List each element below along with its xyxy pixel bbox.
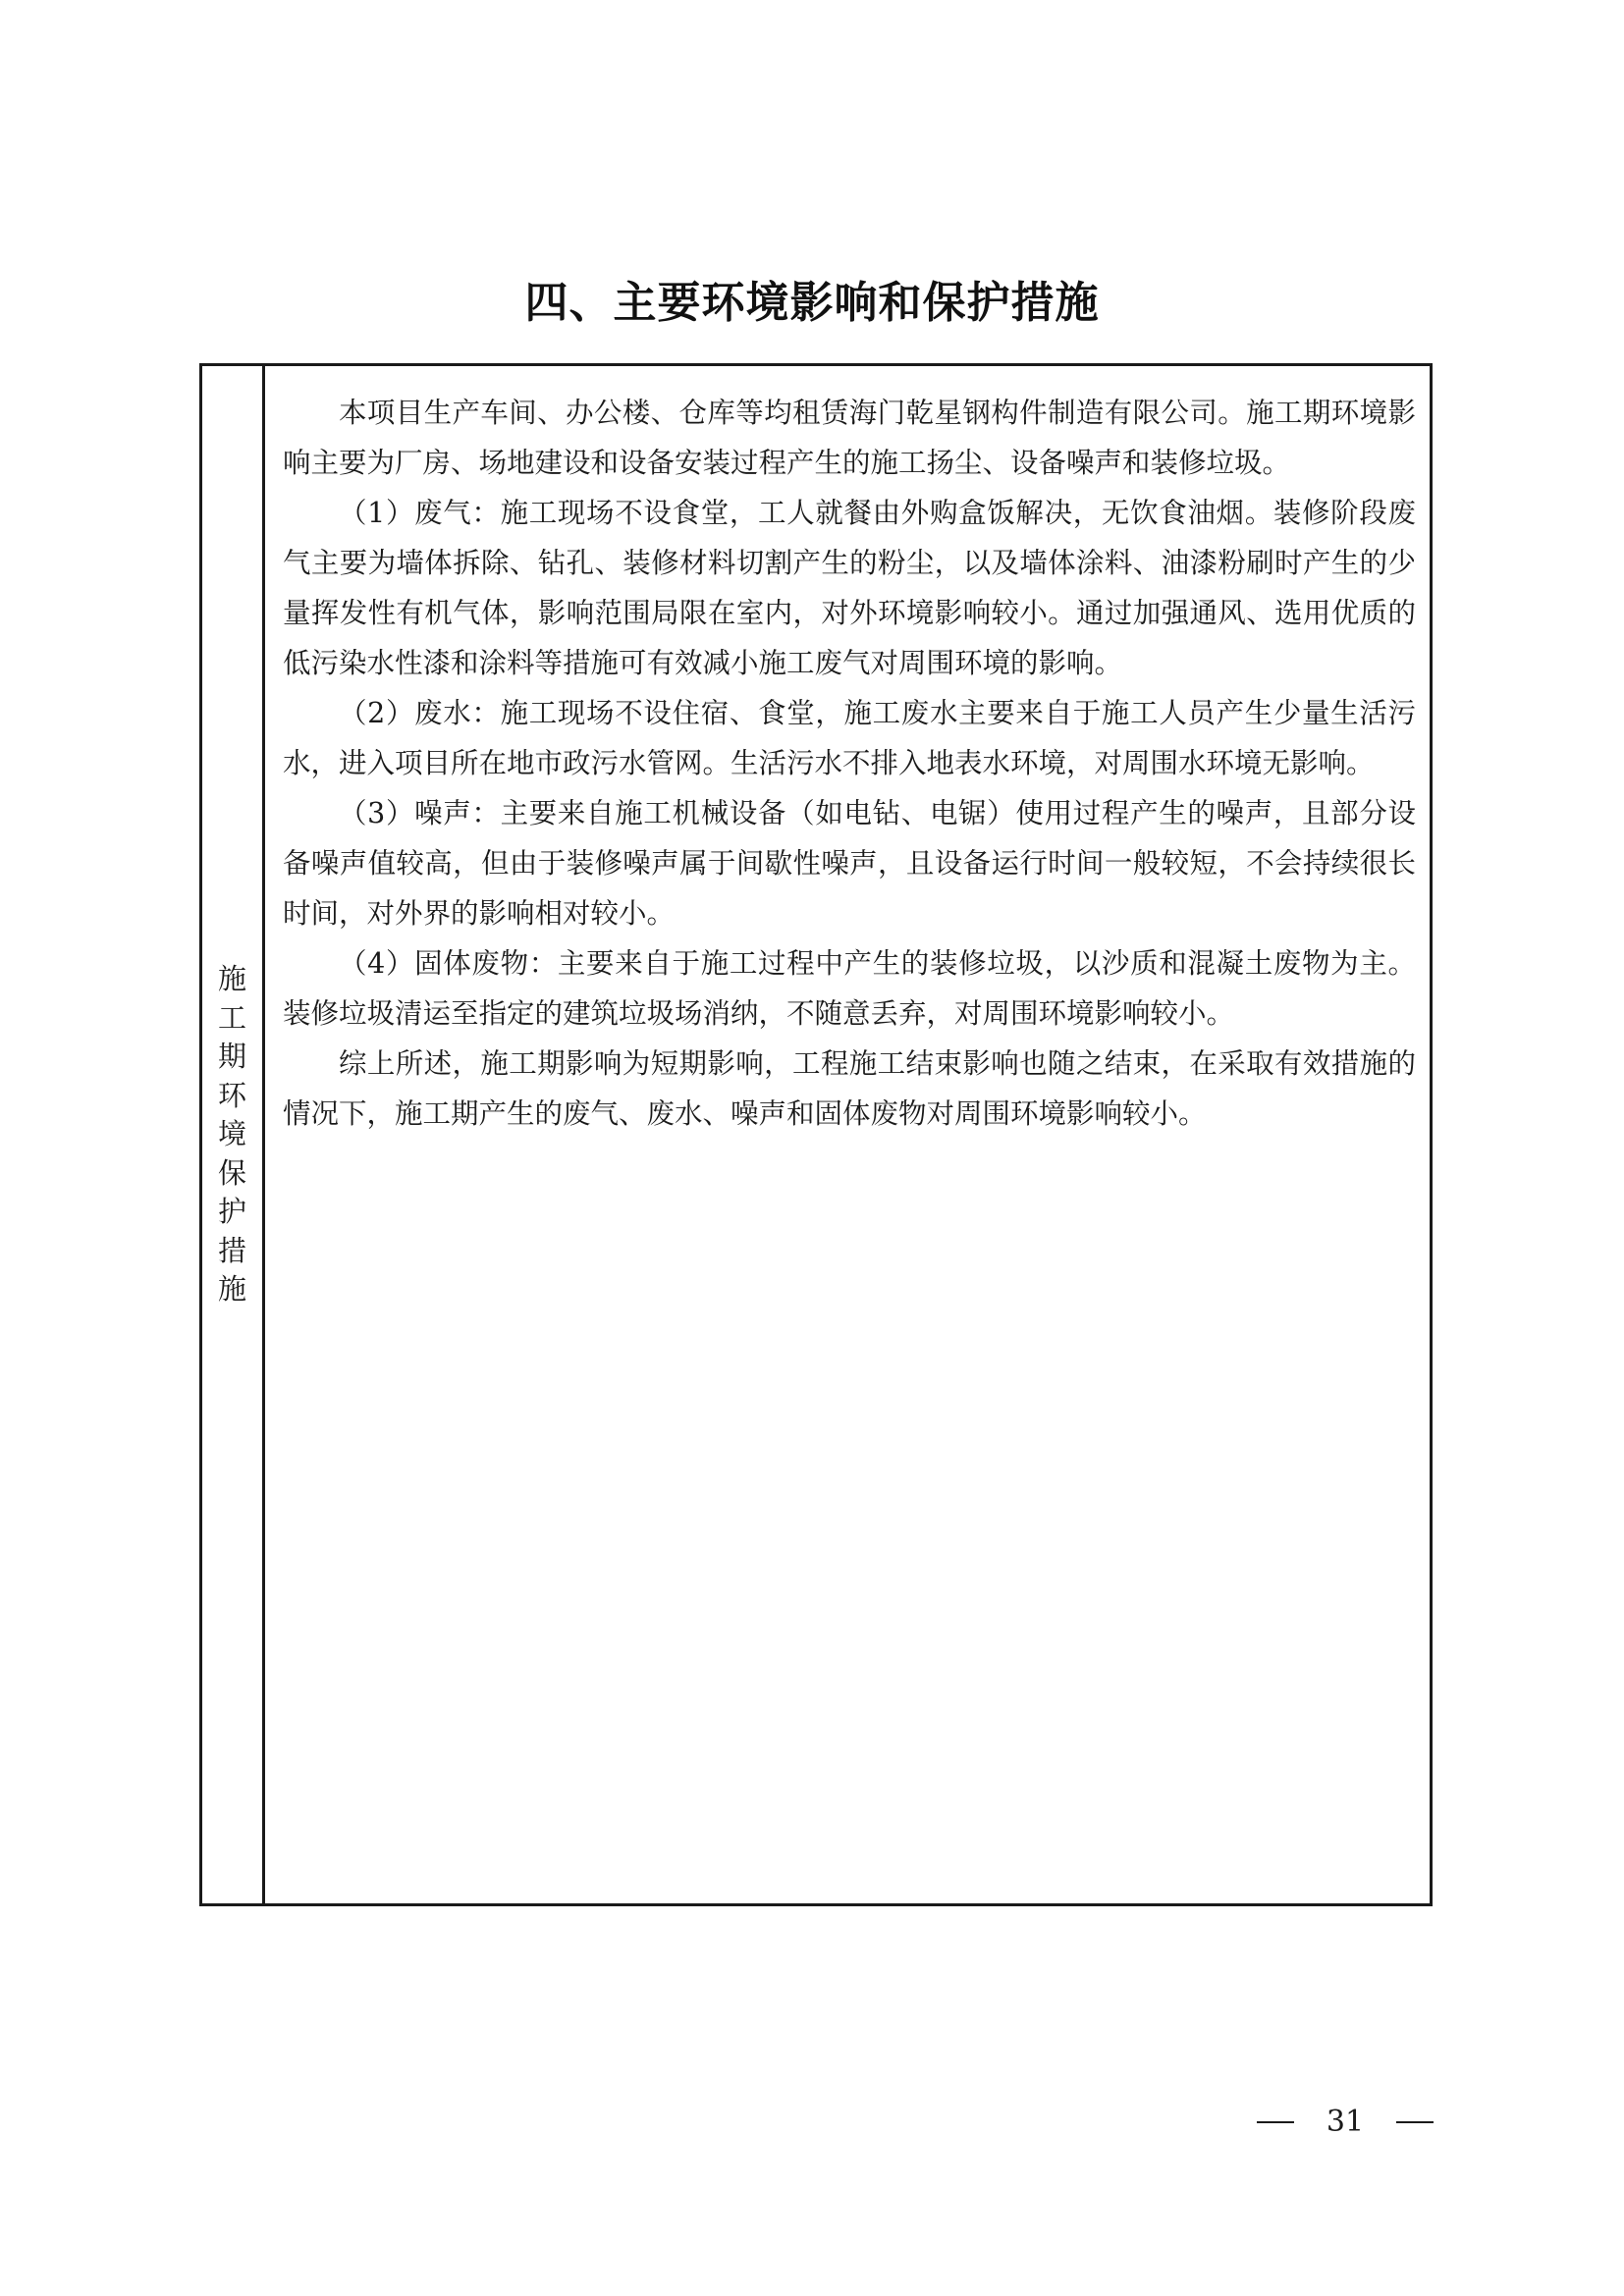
side-label-char: 环 (217, 1078, 246, 1112)
footer-dash-right (1396, 2121, 1434, 2123)
measures-table (199, 363, 1433, 1906)
intro-paragraph: 本项目生产车间、办公楼、仓库等均租赁海门乾星钢构件制造有限公司。施工期环境影响主要为厂房、场地建设和设备安装过程产生的施工扬尘、设备噪声和装修垃圾。 (283, 397, 1416, 479)
side-label-char: 施 (217, 1272, 246, 1307)
noise-paragraph: （3）噪声：主要来自施工机械设备（如电钻、电锯）使用过程产生的噪声，且部分设备噪声值较高，但由于装修噪声属于间歇性噪声，且设备运行时间一般较短，不会持续很长时间，对外界的影响相对较小。 (283, 797, 1416, 930)
side-label-cell (202, 366, 265, 1903)
content-cell (265, 366, 1430, 1903)
wastewater-paragraph: （2）废水：施工现场不设住宿、食堂，施工废水主要来自于施工人员产生少量生活污水，进入项目所在地市政污水管网。生活污水不排入地表水环境，对周围水环境无影响。 (283, 697, 1416, 779)
side-label-char: 措 (217, 1233, 246, 1267)
page-number: 31 (1326, 2105, 1365, 2139)
page-title: 四、主要环境影响和保护措施 (524, 278, 1100, 328)
side-label-char: 期 (217, 1040, 246, 1074)
page-footer (1257, 2105, 1434, 2139)
side-label-char: 工 (217, 1000, 246, 1035)
side-label-char: 施 (217, 962, 246, 996)
side-label-char: 保 (217, 1155, 246, 1190)
side-label-char: 境 (217, 1117, 246, 1151)
summary-paragraph: 综上所述，施工期影响为短期影响，工程施工结束影响也随之结束，在采取有效措施的情况下，施工期产生的废气、废水、噪声和固体废物对周围环境影响较小。 (283, 1047, 1416, 1130)
exhaust-gas-paragraph: （1）废气：施工现场不设食堂，工人就餐由外购盒饭解决，无饮食油烟。装修阶段废气主要为墙体拆除、钻孔、装修材料切割产生的粉尘，以及墙体涂料、油漆粉刷时产生的少量挥发性有机气体，影响范围局限在室内，对外环境影响较小。通过加强通风、选用优质的低污染水性漆和涂料等措施可有效减小施工废气对周围环境的影响。 (283, 497, 1416, 679)
solid-waste-paragraph: （4）固体废物：主要来自于施工过程中产生的装修垃圾，以沙质和混凝土废物为主。装修垃圾清运至指定的建筑垃圾场消纳，不随意丢弃，对周围环境影响较小。 (283, 947, 1416, 1030)
side-label-char: 护 (217, 1195, 246, 1229)
footer-dash-left (1257, 2121, 1294, 2123)
